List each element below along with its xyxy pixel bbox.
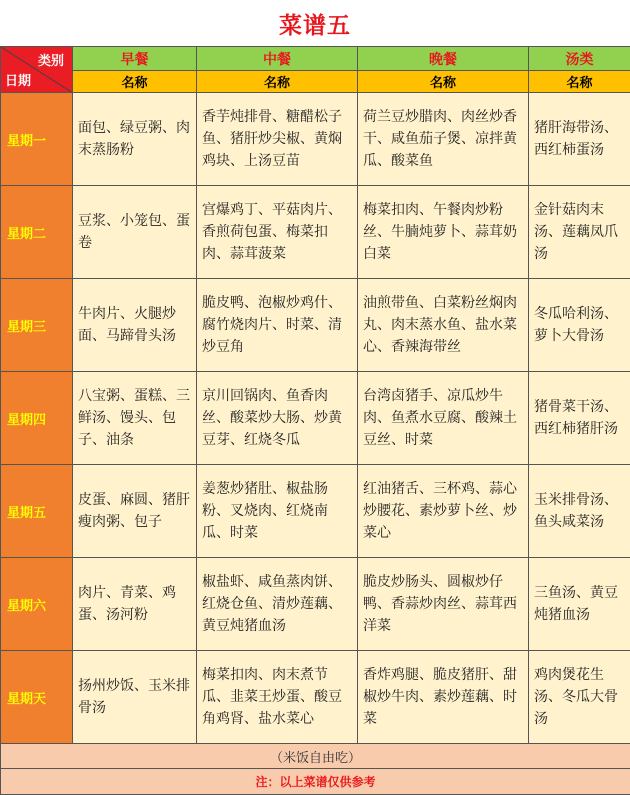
breakfast-cell: 八宝粥、蛋糕、三鲜汤、馒头、包子、油条 [73,372,197,465]
lunch-cell: 姜葱炒猪肚、椒盐肠粉、叉烧肉、红烧南瓜、时菜 [197,465,358,558]
dinner-cell: 脆皮炒肠头、圆椒炒仔鸭、香蒜炒肉丝、蒜茸西洋菜 [358,558,529,651]
dinner-cell: 荷兰豆炒腊肉、肉丝炒香干、咸鱼茄子煲、凉拌黄瓜、酸菜鱼 [358,93,529,186]
lunch-cell: 脆皮鸭、泡椒炒鸡什、腐竹烧肉片、时菜、清炒豆角 [197,279,358,372]
breakfast-cell: 皮蛋、麻圆、猪肝瘦肉粥、包子 [73,465,197,558]
meal-header-lunch: 中餐 [197,47,358,71]
breakfast-cell: 牛肉片、火腿炒面、马蹄骨头汤 [73,279,197,372]
breakfast-cell: 豆浆、小笼包、蛋卷 [73,186,197,279]
day-label: 星期三 [1,279,73,372]
breakfast-cell: 扬州炒饭、玉米排骨汤 [73,651,197,744]
category-label: 类别 [38,50,64,69]
day-label: 星期二 [1,186,73,279]
lunch-cell: 京川回锅肉、鱼香肉丝、酸菜炒大肠、炒黄豆芽、红烧冬瓜 [197,372,358,465]
soup-cell: 鸡肉煲花生汤、冬瓜大骨汤 [529,651,630,744]
soup-cell: 金针菇肉末汤、莲藕凤爪汤 [529,186,630,279]
header-corner [1,47,73,93]
dinner-cell: 梅菜扣肉、午餐肉炒粉丝、牛腩炖萝卜、蒜茸奶白菜 [358,186,529,279]
soup-cell: 猪肝海带汤、西红柿蛋汤 [529,93,630,186]
disclaimer-note: 注：以上菜谱仅供参考 [1,769,630,795]
lunch-cell: 椒盐虾、咸鱼蒸肉饼、红烧仓鱼、清炒莲藕、黄豆炖猪血汤 [197,558,358,651]
breakfast-cell: 肉片、青菜、鸡蛋、汤河粉 [73,558,197,651]
meal-header-breakfast: 早餐 [73,47,197,71]
day-label: 星期一 [1,93,73,186]
dinner-cell: 台湾卤猪手、凉瓜炒牛肉、鱼煮水豆腐、酸辣土豆丝、时菜 [358,372,529,465]
lunch-cell: 宫爆鸡丁、平菇肉片、香煎荷包蛋、梅菜扣肉、蒜茸菠菜 [197,186,358,279]
soup-cell: 冬瓜哈利汤、萝卜大骨汤 [529,279,630,372]
name-header: 名称 [529,71,630,93]
dinner-cell: 红油猪舌、三杯鸡、蒜心炒腰花、素炒萝卜丝、炒菜心 [358,465,529,558]
soup-cell: 猪骨菜干汤、西红柿猪肝汤 [529,372,630,465]
name-header: 名称 [358,71,529,93]
soup-cell: 玉米排骨汤、鱼头咸菜汤 [529,465,630,558]
day-label: 星期五 [1,465,73,558]
day-row [1,279,630,372]
day-label: 星期天 [1,651,73,744]
day-row [1,465,630,558]
day-row [1,372,630,465]
breakfast-cell: 面包、绿豆粥、肉末蒸肠粉 [73,93,197,186]
meal-header-soup: 汤类 [529,47,630,71]
name-header: 名称 [73,71,197,93]
day-row [1,186,630,279]
meal-header-dinner: 晚餐 [358,47,529,71]
page-title: 菜谱五 [0,0,630,46]
day-row [1,558,630,651]
name-header: 名称 [197,71,358,93]
day-label: 星期六 [1,558,73,651]
menu-table [0,46,630,795]
soup-cell: 三鱼汤、黄豆炖猪血汤 [529,558,630,651]
rice-note: （米饭自由吃） [1,744,630,769]
day-row [1,93,630,186]
lunch-cell: 香芋炖排骨、糖醋松子鱼、猪肝炒尖椒、黄焖鸡块、上汤豆苗 [197,93,358,186]
dinner-cell: 香炸鸡腿、脆皮猪肝、甜椒炒牛肉、素炒莲藕、时菜 [358,651,529,744]
date-label: 日期 [5,70,31,89]
day-label: 星期四 [1,372,73,465]
lunch-cell: 梅菜扣肉、肉末煮节瓜、韭菜王炒蛋、酸豆角鸡肾、盐水菜心 [197,651,358,744]
day-row [1,651,630,744]
dinner-cell: 油煎带鱼、白菜粉丝焖肉丸、肉末蒸水鱼、盐水菜心、香辣海带丝 [358,279,529,372]
